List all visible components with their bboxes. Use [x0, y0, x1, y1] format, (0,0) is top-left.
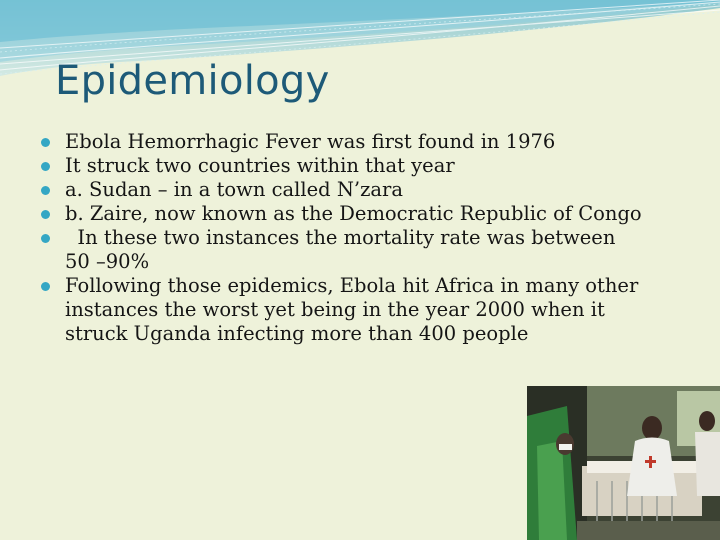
- slide-title: Epidemiology: [55, 58, 330, 104]
- bullet-item: Ebola Hemorrhagic Fever was first found in 1976: [48, 130, 658, 154]
- bullet-item: b. Zaire, now known as the Democratic Republic of Congo: [48, 202, 658, 226]
- bullet-list: [48, 130, 658, 346]
- bullet-item: a. Sudan – in a town called N’zara: [48, 178, 658, 202]
- bullet-item: Following those epidemics, Ebola hit Africa in many other instances the worst yet being in the year 2000 when it struck Uganda infecting more than 400 people: [48, 274, 658, 346]
- bullet-item: It struck two countries within that year: [48, 154, 658, 178]
- bullet-item: In these two instances the mortality rate was between 50 –90%: [48, 226, 658, 274]
- hospital-ward-photo: [527, 386, 720, 540]
